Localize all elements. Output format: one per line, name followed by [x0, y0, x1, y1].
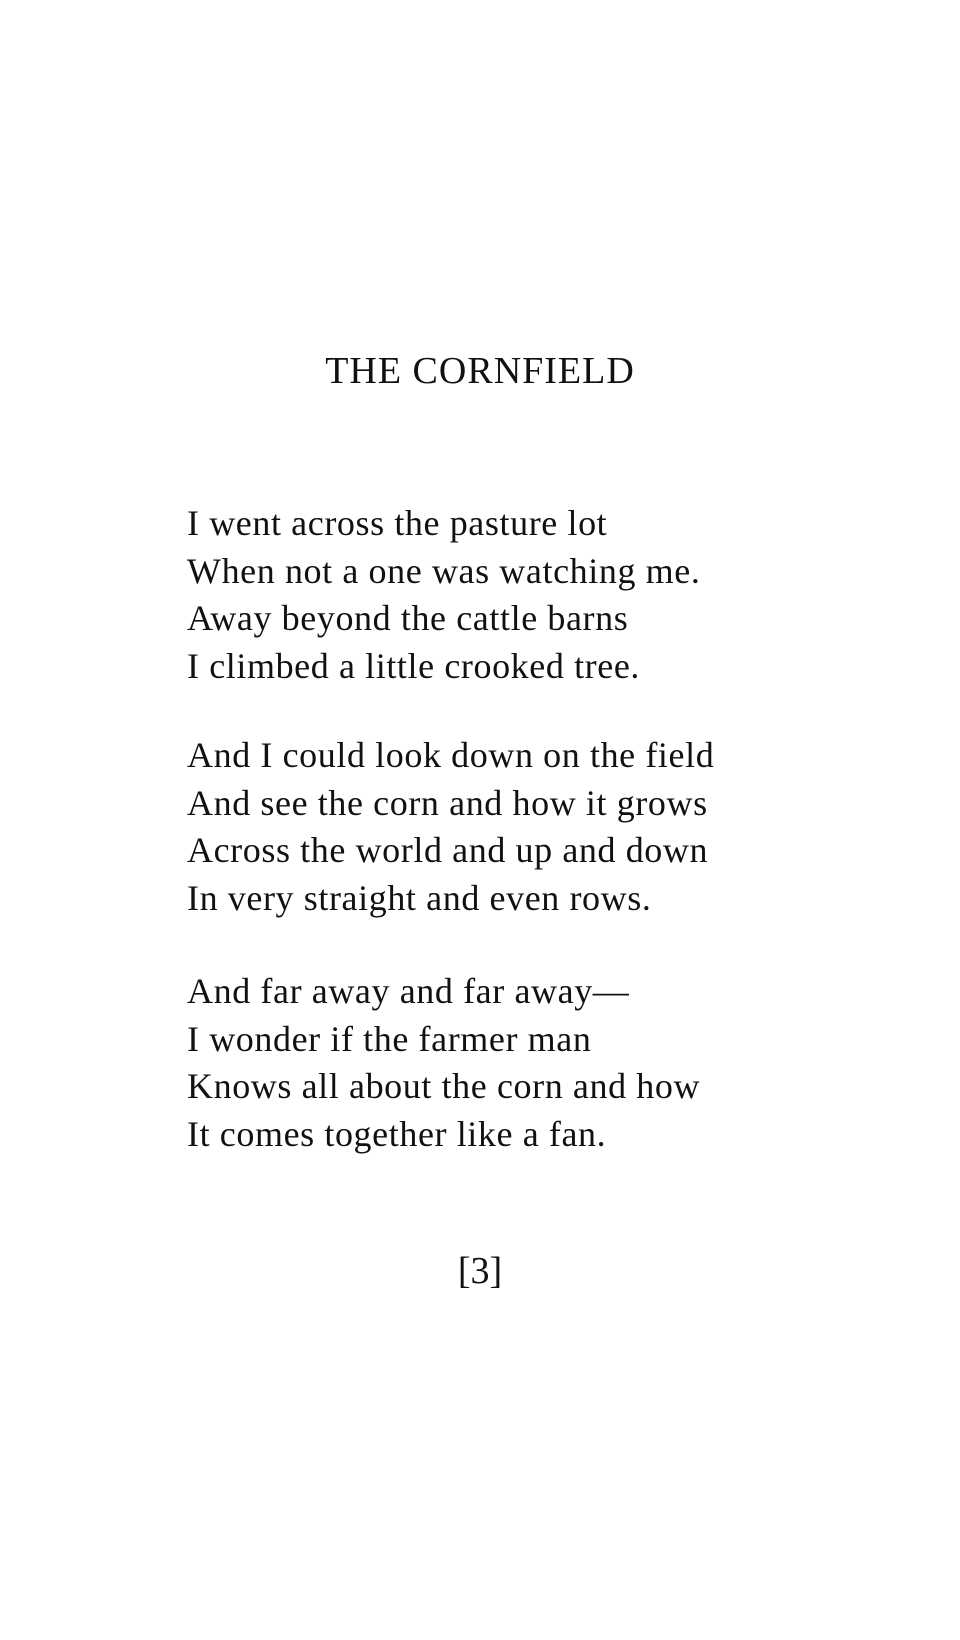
poem-line: I wonder if the farmer man [187, 1018, 592, 1059]
poem-line: I went across the pasture lot [187, 503, 608, 543]
poem-line: Knows all about the corn and how [187, 1066, 701, 1106]
poem-line: In very straight and even rows. [187, 877, 652, 918]
poem-line: Away beyond the cattle barns [187, 598, 629, 638]
poem-line: Across the world and up and down [187, 830, 709, 870]
stanza-3 [187, 968, 907, 1158]
stanza-2 [187, 732, 907, 922]
poem-line: And see the corn and how it grows [187, 782, 708, 823]
poem-line: It comes together like a fan. [187, 1113, 607, 1154]
poem-line: When not a one was watching me. [187, 550, 701, 591]
poem-line: And I could look down on the field [187, 735, 715, 775]
poem-line: I climbed a little crooked tree. [187, 645, 641, 686]
poem-line: And far away and far away— [187, 971, 630, 1011]
poem-title: THE CORNFIELD [325, 350, 635, 392]
page-number: [3] [457, 1250, 503, 1292]
stanza-1 [187, 500, 907, 690]
